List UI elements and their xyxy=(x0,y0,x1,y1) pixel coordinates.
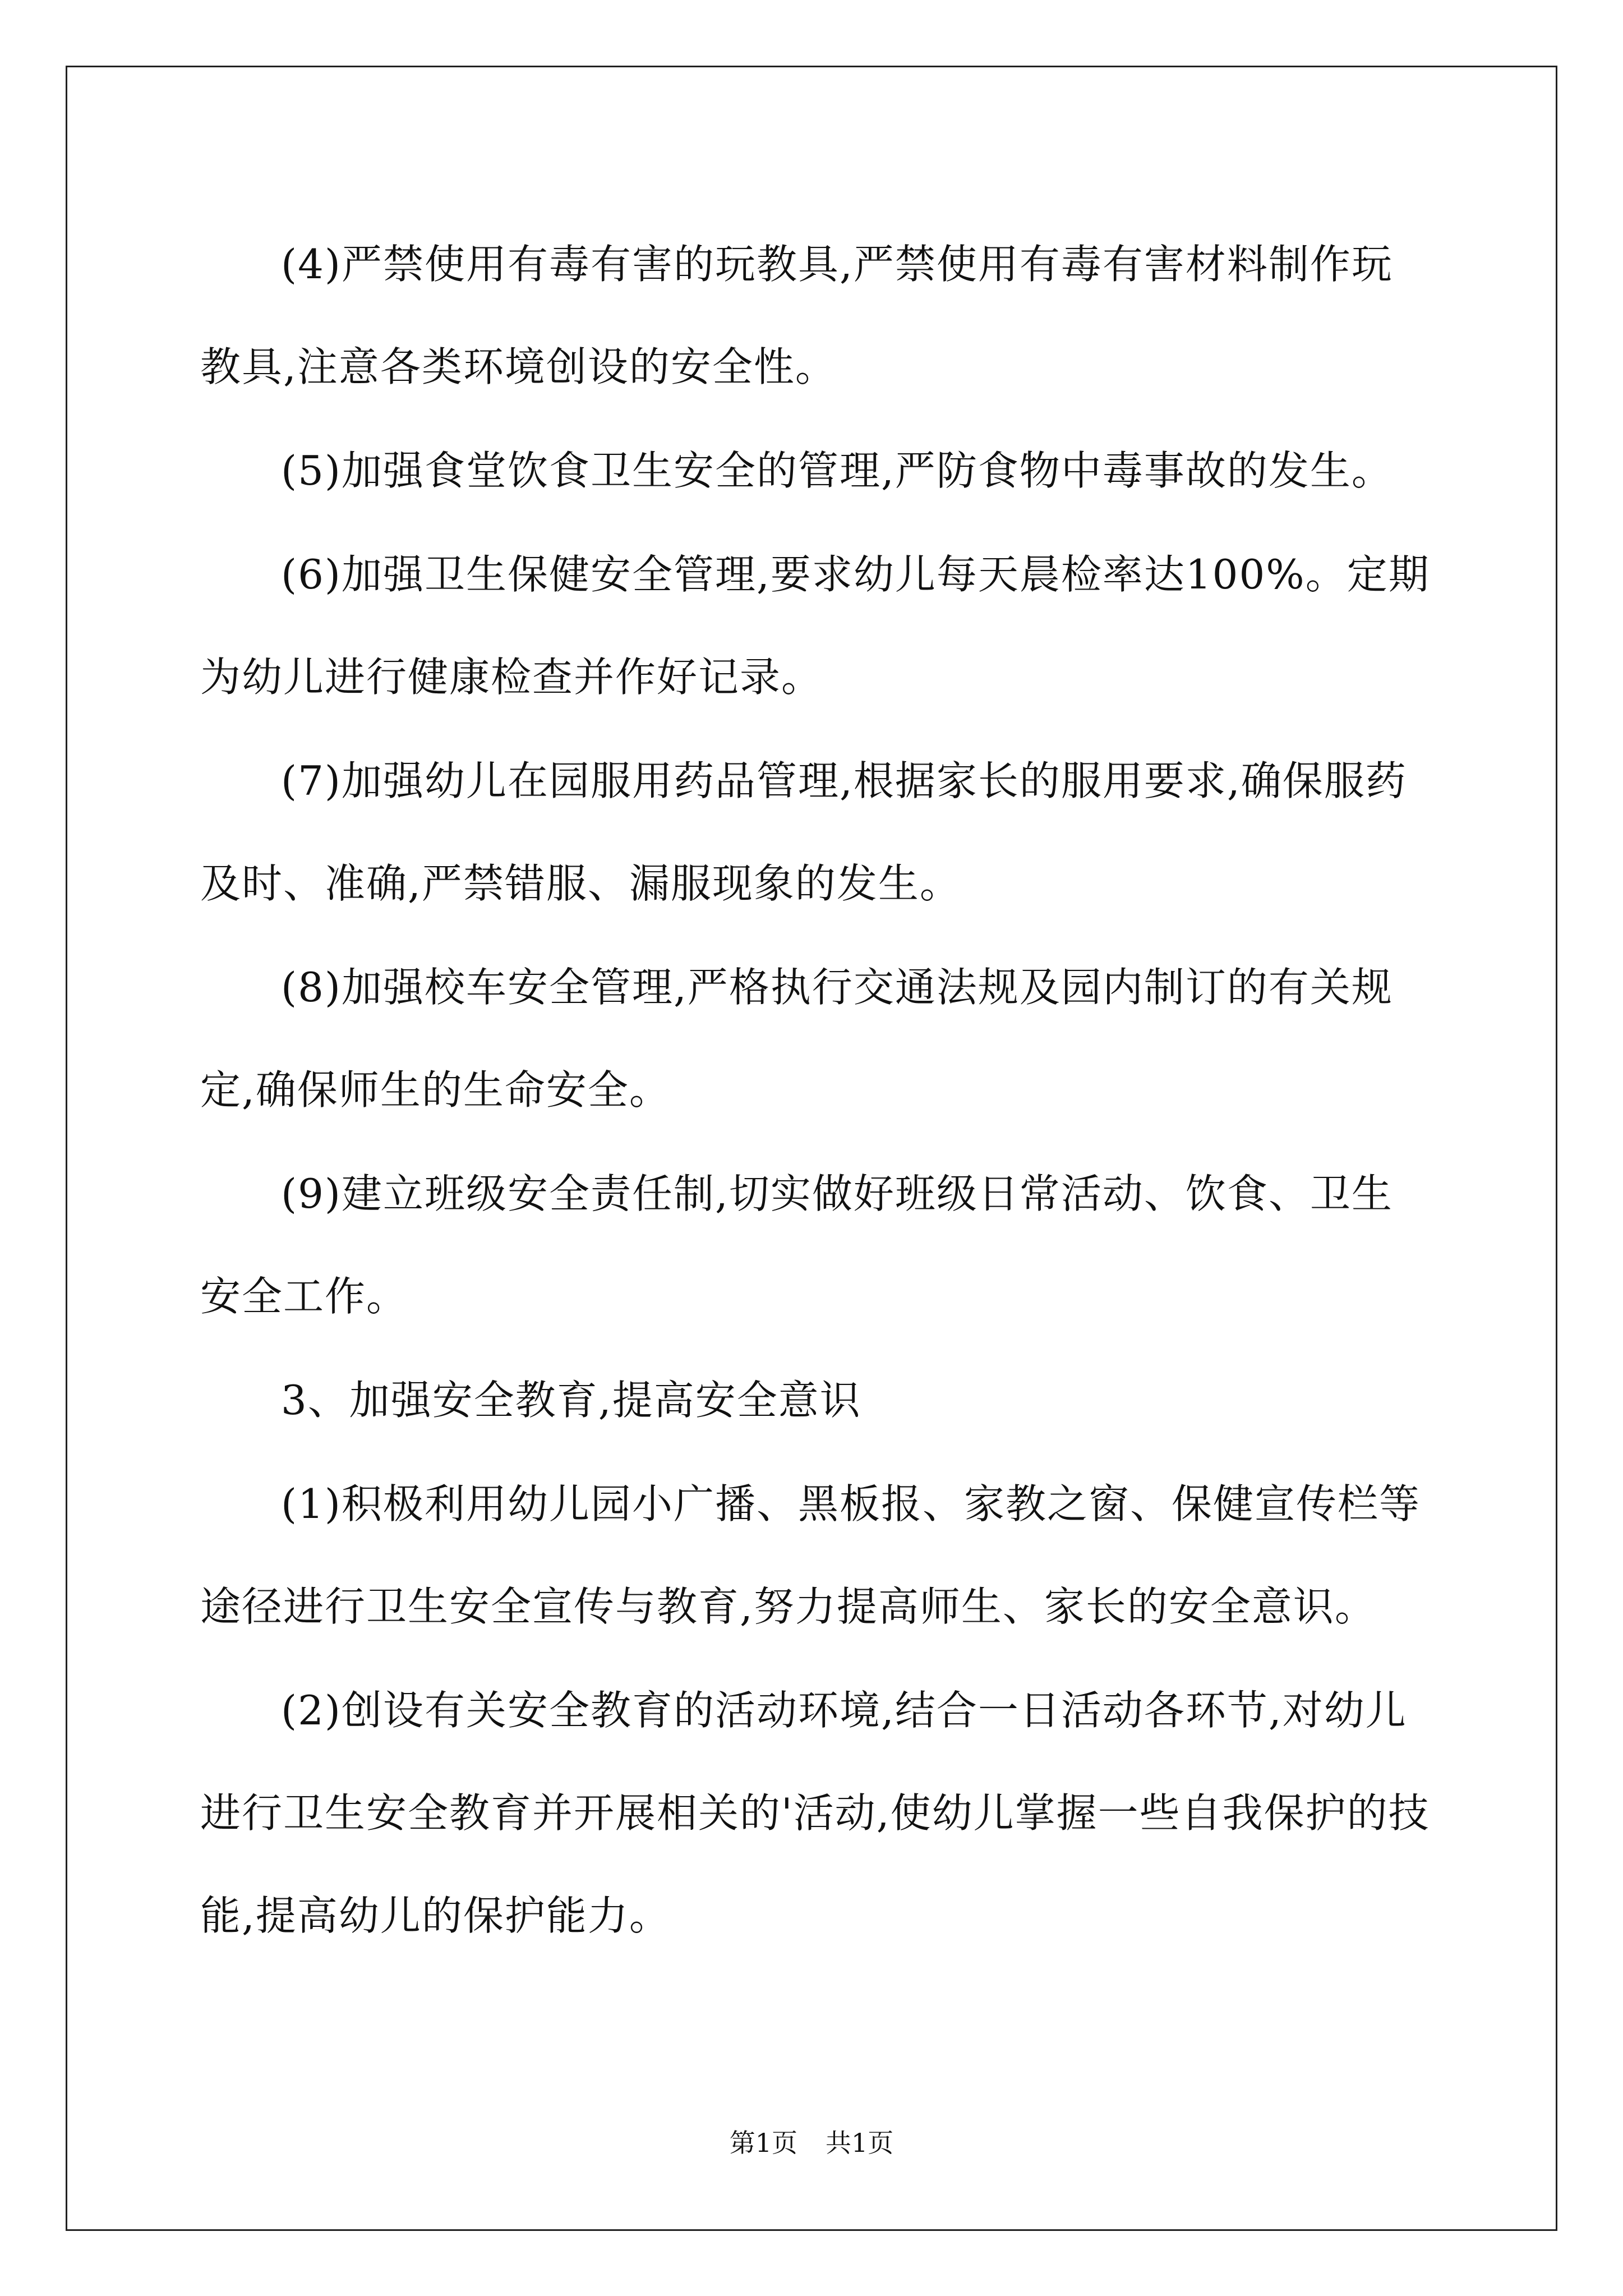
page-number: 第1页 xyxy=(729,2128,797,2158)
document-body xyxy=(200,213,1434,1968)
section-heading: 3、加强安全教育,提高安全意识 xyxy=(281,1377,861,1424)
paragraph-item-2: (2)创设有关安全教育的活动环境,结合一日活动各环节,对幼儿进行卫生安全教育并开展相关的'活动,使幼儿掌握一些自我保护的技能,提高幼儿的保护能力。 xyxy=(200,1687,1430,1939)
page-footer xyxy=(0,2126,1623,2160)
paragraph-item-6: (6)加强卫生保健安全管理,要求幼儿每天晨检率达100%。定期为幼儿进行健康检查并作好记录。 xyxy=(200,551,1430,701)
paragraph-item-5: (5)加强食堂饮食卫生安全的管理,严防食物中毒事故的发生。 xyxy=(281,447,1393,494)
paragraph-item-7: (7)加强幼儿在园服用药品管理,根据家长的服用要求,确保服药及时、准确,严禁错服、漏服现象的发生。 xyxy=(200,757,1407,907)
paragraph-item-8: (8)加强校车安全管理,严格执行交通法规及园内制订的有关规定,确保师生的生命安全。 xyxy=(200,964,1393,1114)
page-total: 共1页 xyxy=(826,2128,894,2158)
paragraph-item-1: (1)积极利用幼儿园小广播、黑板报、家教之窗、保健宣传栏等途径进行卫生安全宣传与教育,努力提高师生、家长的安全意识。 xyxy=(200,1480,1421,1630)
paragraph-item-9: (9)建立班级安全责任制,切实做好班级日常活动、饮食、卫生安全工作。 xyxy=(200,1170,1393,1320)
paragraph-item-4: (4)严禁使用有毒有害的玩教具,严禁使用有毒有害材料制作玩教具,注意各类环境创设的安全性。 xyxy=(200,241,1393,390)
